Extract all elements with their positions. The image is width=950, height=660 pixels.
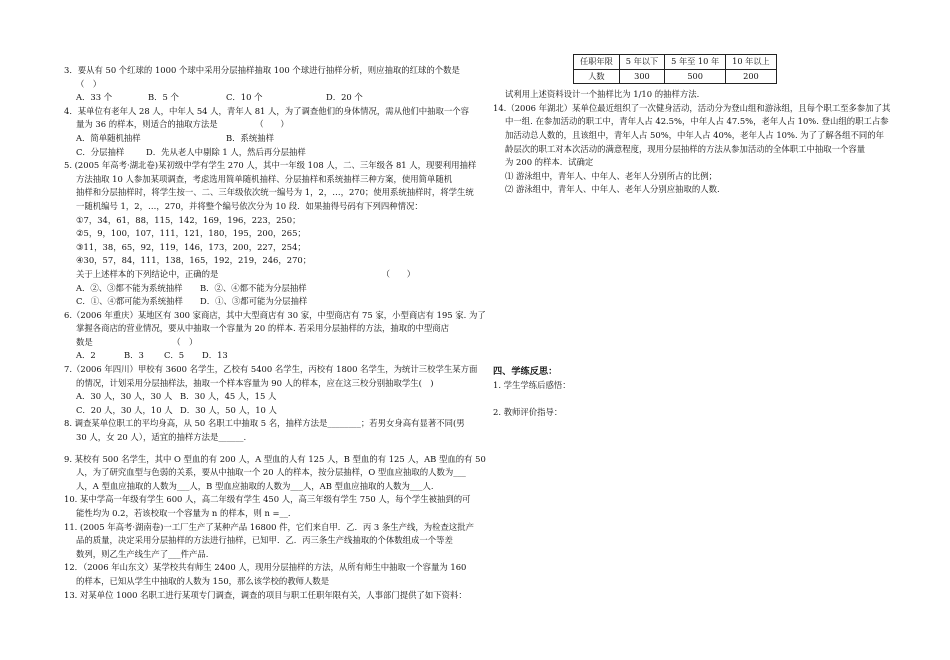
- question-4-options-2: [64, 146, 482, 160]
- question-8-line-2: 30 人，女 20 人），适宜的抽样方法是______.: [76, 432, 247, 443]
- question-11-line-1: 11. (2005 年高考·湖南卷)一工厂生产了某种产品 16800 件，它们来自甲．乙．丙 3 条生产线，为检查这批产: [64, 521, 475, 532]
- option-d: D．①、③都可能为分层抽样: [200, 296, 308, 307]
- option-a: A．简单随机抽样: [76, 132, 141, 143]
- left-column: [64, 64, 486, 602]
- question-6-line-2: 掌握各商店的营业情况，要从中抽取一个容量为 20 的样本. 若采用分层抽样的方法，抽取的中型商店: [76, 323, 450, 334]
- question-9-line-3: 人，A 型血应抽取的人数为___人，B 型血应抽取的人数为___人，AB 型血应抽取的人数为___人.: [76, 480, 434, 491]
- question-10-line-2: 能性均为 0.2，若该校取一个容量为 n 的样本，则 n =__.: [76, 508, 291, 518]
- question-7-line-1: 7.（2006 年四川）甲校有 3600 名学生，乙校有 5400 名学生，丙校有 1800 名学生，为统计三校学生某方面: [64, 364, 478, 375]
- question-5-case-1: ①7，34，61，88，115，142，169，196，223，250；: [76, 214, 301, 225]
- option-b: B．系统抽样: [226, 132, 275, 143]
- question-5-line-3: 抽样和分层抽样时，将学生按一、二、三年级依次统一编号为 1，2，…，270；使用系统抽样时，将学生统: [76, 187, 474, 198]
- question-5-line-4: 一随机编号 1，2，…，270，并将整个编号依次分为 10 段．如果抽得号码有下列四种情况：: [76, 200, 423, 211]
- question-7-line-2: 的情况，计划采用分层抽样法，抽取一个样本容量为 90 人的样本，应在这三校分别抽取学生( ): [76, 377, 434, 388]
- question-9-line-1: 9. 某校有 500 名学生，其中 O 型血的有 200 人，A 型血的人有 125 人，B 型血的有 125 人，AB 型血的有 50: [64, 453, 486, 464]
- table-cell: 300: [619, 69, 664, 84]
- question-11-line-2: 品的质量，决定采用分层抽样的方法进行抽样，已知甲．乙．丙三条生产线抽取的个体数组成一个等差: [76, 535, 453, 546]
- spacer: [493, 392, 903, 406]
- question-6-options: [64, 349, 482, 363]
- question-14-line-4: 龄层次的职工对本次活动的满意程度，现用分层抽样的方法从参加活动的全体职工中抽取一个容量: [505, 143, 866, 154]
- question-12-line-2: 的样本，已知从学生中抽取的人数为 150，那么该学校的教师人数是: [76, 575, 330, 586]
- spacer: [493, 197, 903, 365]
- question-14-sub-1: ⑴ 游泳组中，青年人、中年人、老年人分别所占的比例；: [505, 170, 718, 181]
- option-c: C．5: [164, 350, 185, 361]
- question-14-line-3: 加活动总人数的，且该组中，青年人占 50%，中年人占 40%，老年人占 10%. 为了了解各组不同的年: [505, 129, 885, 140]
- option-a: A．②、③都不能为系统抽样: [76, 282, 183, 293]
- option-b: B．30 人，45 人，15 人: [180, 391, 277, 402]
- question-5-case-2: ②5，9，100，107，111，121，180，195，200，265；: [76, 228, 306, 239]
- option-d: D．先从老人中剔除 1 人，然后再分层抽样: [146, 146, 306, 157]
- table-header-row: [574, 55, 777, 70]
- question-3-line-1: 3．要从有 50 个红球的 1000 个球中采用分层抽样抽取 100 个球进行抽样分析，则应抽取的红球的个数是: [64, 65, 460, 75]
- table-cell: 5 年以下: [619, 55, 664, 70]
- question-12-line-1: 12．（2006 年山东文）某学校共有师生 2400 人，现用分层抽样的方法，从所有师生中抽取一个容量为 160: [64, 562, 467, 573]
- option-c: C．10 个: [226, 92, 263, 103]
- question-14-sub-2: ⑵ 游泳组中，青年人、中年人、老年人分别应抽取的人数.: [505, 184, 720, 195]
- table-cell: 10 年以上: [726, 55, 777, 70]
- spacer: [64, 445, 482, 453]
- question-3-options: [64, 91, 482, 105]
- table-row: [574, 69, 777, 84]
- option-d: D．13: [202, 350, 228, 361]
- option-c: C．20 人，30 人，10 人: [76, 404, 173, 415]
- option-b: B．②、④都不能为分层抽样: [200, 282, 307, 293]
- option-c: C．①、④都可能为系统抽样: [76, 296, 183, 307]
- question-5-options-1: [64, 282, 482, 296]
- table-cell: 5 年至 10 年: [665, 55, 726, 70]
- option-a: A．33 个: [76, 92, 113, 103]
- right-column: [493, 54, 903, 420]
- question-6-line-3: 数是 （ ）: [76, 336, 198, 347]
- question-5-line-1: 5. (2005 年高考·湖北卷)某初级中学有学生 270 人，其中一年级 108 人，二、三年级各 81 人，现要利用抽样: [64, 160, 477, 171]
- question-4-line-1: 4．某单位有老年人 28 人，中年人 54 人，青年人 81 人，为了调查他们的身体情况，需从他们中抽取一个容: [64, 105, 470, 116]
- table-cell: 200: [726, 69, 777, 84]
- option-a: A．2: [76, 350, 96, 361]
- reflection-item-1: 1. 学生学练后感悟：: [493, 379, 571, 390]
- question-9-line-2: 人，为了研究血型与色弱的关系，要从中抽取一个 20 人的样本，按分层抽样，O 型血应抽取的人数为___: [76, 467, 466, 478]
- question-5-case-4: ④30，57，84，111，138，165，192，219，246，270；: [76, 255, 312, 266]
- service-years-table: [573, 54, 777, 84]
- question-4-line-2: 量为 36 的样本，则适合的抽取方法是 （ ）: [76, 119, 289, 130]
- question-3-answer-paren: （ ）: [76, 78, 102, 89]
- question-5-case-3: ③11，38，65，92，119，146，173，200，227，254；: [76, 241, 306, 252]
- question-14-line-1: 14.（2006 年湖北）某单位最近组织了一次健身活动，活动分为登山组和游泳组，且每个职工至多参加了其: [493, 102, 891, 113]
- question-5-prompt: 关于上述样本的下列结论中，正确的是 （ ）: [76, 268, 416, 279]
- question-14-line-2: 中一组. 在参加活动的职工中，青年人占 42.5%，中年人占 47.5%，老年人占 10%. 登山组的职工占参: [505, 116, 889, 127]
- question-14-line-5: 为 200 的样本．试确定: [505, 157, 594, 168]
- question-5-options-2: [64, 295, 482, 309]
- option-b: B．3: [124, 350, 144, 361]
- question-5-line-2: 方法抽取 10 人参加某项调查，考虑选用简单随机抽样、分层抽样和系统抽样三种方案，使用简单随机: [76, 173, 453, 184]
- question-10-line-1: 10. 某中学高一年级有学生 600 人，高二年级有学生 450 人，高三年级有学生 750 人，每个学生被抽到的可: [64, 494, 471, 505]
- option-d: D．20 个: [326, 92, 363, 103]
- question-11-line-3: 数列，则乙生产线生产了___件产品.: [76, 548, 209, 559]
- question-7-options-2: [64, 404, 482, 418]
- question-4-options-1: [64, 132, 482, 146]
- question-8-line-1: 8. 调查某单位职工的平均身高，从 50 名职工中抽取 5 名，抽样方法是________；若男女身高有显著不同(男: [64, 418, 465, 429]
- option-a: A．30 人，30 人，30 人: [76, 391, 173, 402]
- section-4-title: 四、学练反思：: [493, 365, 558, 377]
- reflection-item-2: 2. 教师评价指导：: [493, 407, 563, 418]
- table-cell: 500: [665, 69, 726, 84]
- table-cell: 任职年限: [574, 55, 620, 70]
- question-13-tail: 试利用上述资料设计一个抽样比为 1/10 的抽样方法.: [505, 89, 700, 100]
- option-b: B．5 个: [148, 92, 179, 103]
- option-d: D．30 人，50 人，10 人: [180, 404, 277, 415]
- table-cell: 人数: [574, 69, 620, 84]
- question-7-options-1: [64, 390, 482, 404]
- question-13-line-1: 13. 对某单位 1000 名职工进行某项专门调查，调查的项目与职工任职年限有关，人事部门提供了如下资料：: [64, 589, 467, 600]
- question-6-line-1: 6.（2006 年重庆）某地区有 300 家商店，其中大型商店有 30 家，中型商店有 75 家，小型商店有 195 家. 为了: [64, 309, 486, 320]
- option-c: C．分层抽样: [76, 146, 125, 157]
